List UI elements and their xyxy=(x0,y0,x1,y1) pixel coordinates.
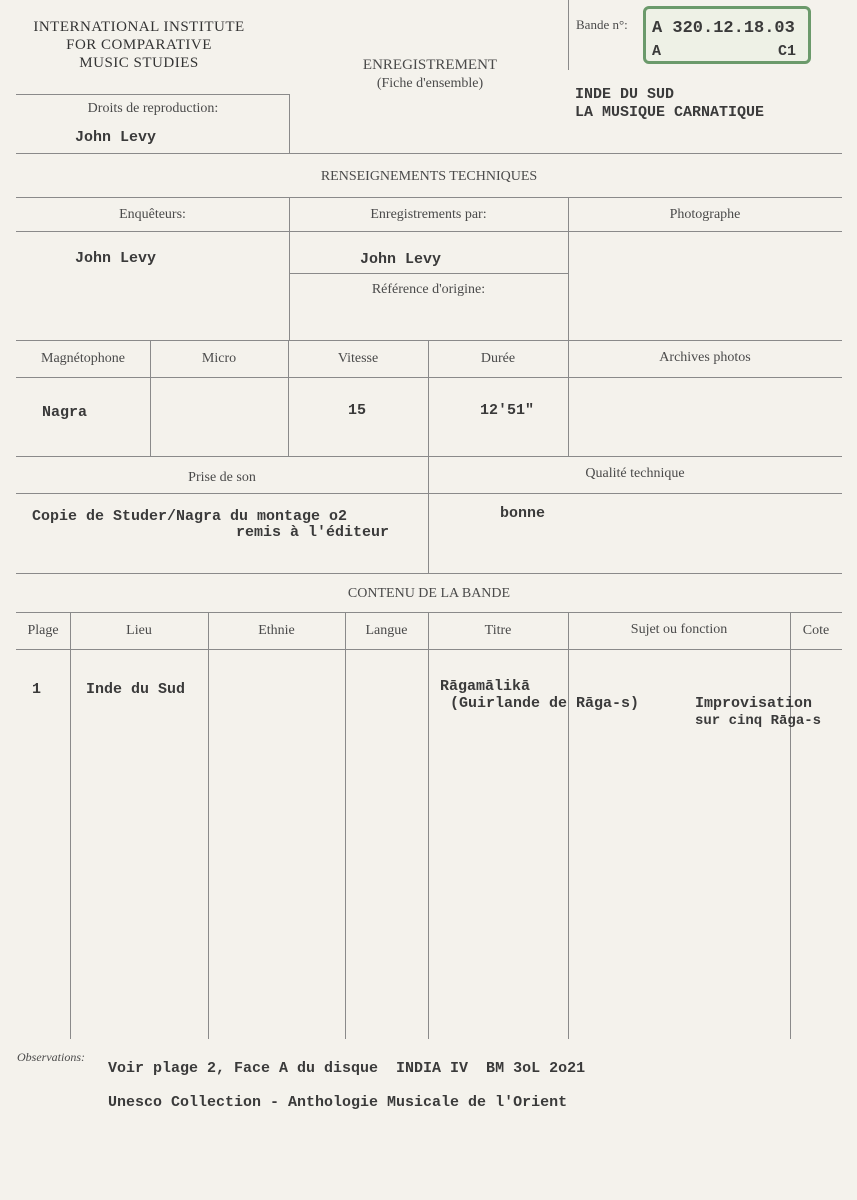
duration-label: Durée xyxy=(480,351,516,366)
institute-line-1: INTERNATIONAL INSTITUTE xyxy=(33,19,245,35)
row-sujet-line-2: sur cinq Rāga-s xyxy=(695,713,822,729)
observations-line-2: Unesco Collection - Anthologie Musicale de l'Orient xyxy=(108,1094,568,1111)
bande-code: C1 xyxy=(777,43,796,60)
row-sujet-line-1: Improvisation xyxy=(695,695,813,712)
row-titre-line-1: Rāgamālikā xyxy=(440,678,531,695)
col-ethnie: Ethnie xyxy=(258,623,295,638)
col-plage: Plage xyxy=(27,623,59,638)
bande-side: A xyxy=(652,43,662,60)
quality-label: Qualité technique xyxy=(585,466,685,481)
speed-label: Vitesse xyxy=(337,351,379,366)
subject-line-2: LA MUSIQUE CARNATIQUE xyxy=(575,104,765,121)
col-lieu: Lieu xyxy=(126,623,152,638)
row-plage: 1 xyxy=(32,681,42,698)
sound-label: Prise de son xyxy=(188,470,256,485)
row-titre-line-2: (Guirlande de Rāga-s) xyxy=(450,695,640,712)
sound-value-line-2: remis à l'éditeur xyxy=(236,524,390,541)
col-cote: Cote xyxy=(802,623,830,638)
observations-label: Observations: xyxy=(17,1050,85,1064)
form-subtitle: (Fiche d'ensemble) xyxy=(376,76,484,91)
technical-section-title: RENSEIGNEMENTS TECHNIQUES xyxy=(320,169,538,184)
bande-stamp xyxy=(643,6,811,64)
contents-section-title: CONTENU DE LA BANDE xyxy=(347,586,511,601)
recorder-label: Magnétophone xyxy=(41,351,125,366)
form-title: ENREGISTREMENT xyxy=(362,57,498,73)
recorder-value: Nagra xyxy=(42,404,88,421)
rights-value: John Levy xyxy=(75,129,157,146)
quality-value: bonne xyxy=(500,505,546,522)
bande-label: Bande n°: xyxy=(576,17,628,32)
recorded-by-label: Enregistrements par: xyxy=(370,207,487,222)
duration-value: 12'51" xyxy=(480,402,535,419)
recorded-by-value: John Levy xyxy=(360,251,442,268)
investigators-value: John Levy xyxy=(75,250,157,267)
investigators-label: Enquêteurs: xyxy=(119,207,186,222)
sound-value-line-1: Copie de Studer/Nagra du montage o2 xyxy=(32,508,348,525)
col-titre: Titre xyxy=(484,623,512,638)
photo-archive-label: Archives photos xyxy=(659,350,751,365)
rights-label: Droits de reproduction: xyxy=(87,101,219,116)
micro-label: Micro xyxy=(201,351,237,366)
institute-name xyxy=(14,18,264,72)
observations-line-1: Voir plage 2, Face A du disque INDIA IV BM 3oL 2o21 xyxy=(108,1060,586,1077)
origin-ref-label: Référence d'origine: xyxy=(371,282,486,297)
institute-line-2: FOR COMPARATIVE xyxy=(66,37,212,53)
subject-line-1: INDE DU SUD xyxy=(575,86,675,103)
bande-number: A 320.12.18.03 xyxy=(652,19,795,38)
col-sujet: Sujet ou fonction xyxy=(630,622,728,637)
speed-value: 15 xyxy=(348,402,367,419)
row-lieu: Inde du Sud xyxy=(86,681,186,698)
photographer-label: Photographe xyxy=(669,207,741,222)
col-langue: Langue xyxy=(365,623,408,638)
institute-line-3: MUSIC STUDIES xyxy=(79,55,199,71)
